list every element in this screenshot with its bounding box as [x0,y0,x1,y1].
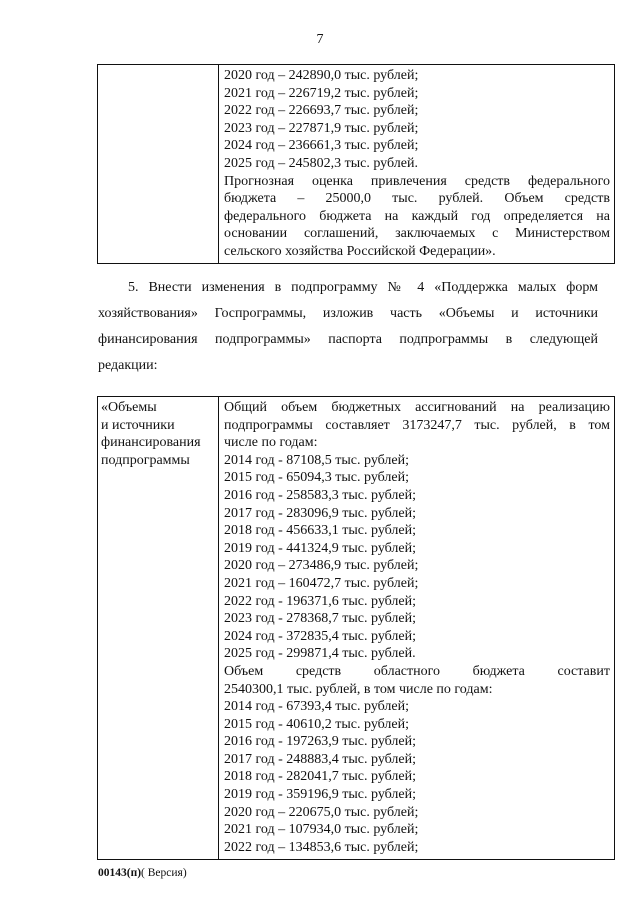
paragraph-line: редакции: [98,358,158,373]
year-line: 2020 год – 220675,0 тыс. рублей; [224,804,419,820]
intro-line: подпрограммы составляет 3173247,7 тыс. рублей, в том [224,417,610,433]
intro-line: числе по годам: [224,435,318,451]
row-header-line: финансирования [101,435,201,451]
year-line: 2016 год - 197263,9 тыс. рублей; [224,734,417,750]
year-line: 2022 год – 226693,7 тыс. рублей; [224,103,419,119]
regional-intro-line: 2540300,1 тыс. рублей, в том числе по годам: [224,681,493,697]
table1-left-cell [98,65,219,264]
table2-left-cell [98,397,219,860]
year-line: 2025 год – 245802,3 тыс. рублей. [224,155,418,171]
year-line: 2018 год - 456633,1 тыс. рублей; [224,523,417,539]
year-line: 2014 год - 67393,4 тыс. рублей; [224,699,410,715]
year-line: 2022 год – 134853,6 тыс. рублей; [224,839,419,855]
year-line: 2015 год - 40610,2 тыс. рублей; [224,716,410,732]
year-line: 2018 год - 282041,7 тыс. рублей; [224,769,417,785]
paragraph-line: хозяйствования» Госпрограммы, изложив часть «Объемы и источники [98,306,598,321]
note-line: бюджета – 25000,0 тыс. рублей. Объем средств [224,191,610,207]
year-line: 2021 год – 160472,7 тыс. рублей; [224,575,419,591]
regional-intro-line: Объем средств областного бюджета составит [224,663,610,679]
page-number: 7 [316,32,324,47]
intro-line: Общий объем бюджетных ассигнований на реализацию [224,400,610,415]
row-header-line: подпрограммы [101,452,190,468]
paragraph-line: 5. Внести изменения в подпрограмму № 4 «Поддержка малых форм [128,280,598,295]
year-line: 2023 год - 278368,7 тыс. рублей; [224,611,417,627]
year-line: 2017 год - 248883,4 тыс. рублей; [224,751,417,767]
year-line: 2024 год – 236661,3 тыс. рублей; [224,138,419,154]
year-line: 2024 год - 372835,4 тыс. рублей; [224,628,417,644]
year-line: 2019 год - 359196,9 тыс. рублей; [224,787,417,803]
note-line: основании соглашений, заключаемых с Министерством [224,226,610,242]
year-line: 2020 год – 273486,9 тыс. рублей; [224,558,419,574]
document-footer [98,867,187,879]
year-line: 2021 год – 226719,2 тыс. рублей; [224,85,419,101]
table2-right-cell [219,397,615,860]
paragraph-line: финансирования подпрограммы» паспорта подпрограммы в следующей [98,332,598,347]
year-line: 2020 год – 242890,0 тыс. рублей; [224,68,419,83]
row-header-line: и источники [101,417,175,433]
note-line: Прогнозная оценка привлечения средств федерального [224,173,610,189]
funding-table [97,396,615,860]
year-line: 2019 год - 441324,9 тыс. рублей; [224,540,417,556]
year-line: 2022 год - 196371,6 тыс. рублей; [224,593,417,609]
year-line: 2017 год - 283096,9 тыс. рублей; [224,505,417,521]
document-version: ( Версия) [141,867,187,879]
year-line: 2014 год - 87108,5 тыс. рублей; [224,452,410,468]
funding-table-continued [97,64,615,264]
year-line: 2023 год – 227871,9 тыс. рублей; [224,120,419,136]
note-line: федерального бюджета на каждый год определяется на [224,208,610,224]
table1-right-cell [219,65,615,264]
year-line: 2016 год - 258583,3 тыс. рублей; [224,487,417,503]
note-line: сельского хозяйства Российской Федерации». [224,243,496,259]
document-code: 00143(п) [98,867,142,879]
row-header-line: «Объемы [101,400,157,415]
year-line: 2021 год – 107934,0 тыс. рублей; [224,822,419,838]
year-line: 2025 год - 299871,4 тыс. рублей. [224,646,416,662]
year-line: 2015 год - 65094,3 тыс. рублей; [224,470,410,486]
